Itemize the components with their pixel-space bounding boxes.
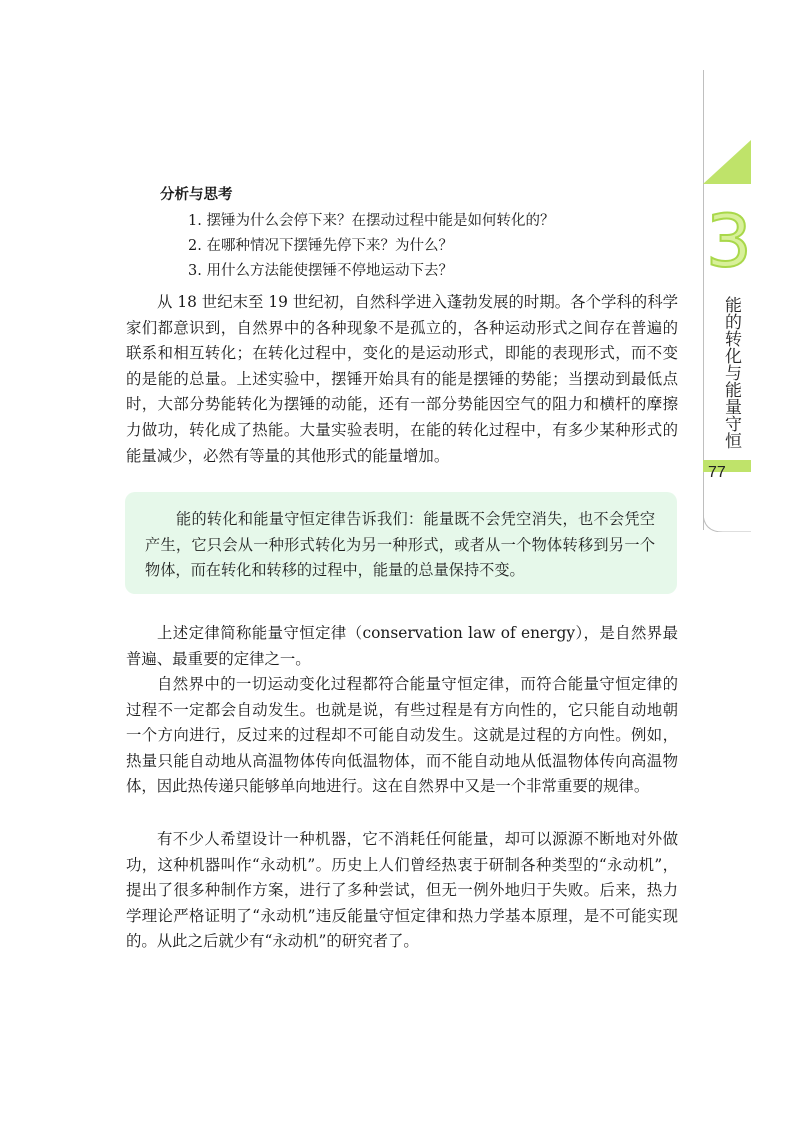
question-item: 2. 在哪种情况下摆锤先停下来？为什么？	[188, 238, 453, 254]
law-highlight-box	[125, 492, 677, 594]
question-item: 3. 用什么方法能使摆锤不停地运动下去？	[188, 263, 453, 279]
questions-list	[160, 209, 680, 284]
body-paragraph: 自然界中的一切运动变化过程都符合能量守恒定律，而符合能量守恒定律的过程不一定都会自动发生。也就是说，有些过程是有方向性的，它只能自动地朝一个方向进行，反过来的过程却不可能自动发生。这就是过程的方向性。例如，热量只能自动地从高温物体传向低温物体，而不能自动地从低温物体传向高温物体，因此热传递只能够单向地进行。这在自然界中又是一个非常重要的规律。	[126, 675, 678, 796]
margin-corner-decoration	[703, 486, 751, 532]
law-statement: 能的转化和能量守恒定律告诉我们：能量既不会凭空消失，也不会凭空产生，它只会从一种形式转化为另一种形式，或者从一个物体转移到另一个物体，而在转化和转移的过程中，能量的总量保持不变。	[145, 510, 655, 580]
analysis-questions	[160, 185, 680, 284]
body-paragraph: 上述定律简称能量守恒定律（conservation law of energy），是自然界最普遍、最重要的定律之一。	[126, 624, 678, 668]
body-paragraph: 从 18 世纪末至 19 世纪初，自然科学进入蓬勃发展的时期。各个学科的科学家们都意识到，自然界中的各种现象不是孤立的，各种运动形式之间存在普遍的联系和相互转化；在转化过程中，变化的是运动形式，即能的表现形式，而不变的是能的总量。上述实验中，摆锤开始具有的能是摆锤的势能；当摆动到最低点时，大部分势能转化为摆锤的动能，还有一部分势能因空气的阻力和横杆的摩擦力做功，转化成了热能。大量实验表明，在能的转化过程中，有多少某种形式的能量减少，必然有等量的其他形式的能量增加。	[126, 293, 678, 465]
chapter-title: 能的转化与能量守恒	[721, 296, 741, 449]
questions-title: 分析与思考	[160, 187, 233, 203]
body-paragraph: 有不少人希望设计一种机器，它不消耗任何能量，却可以源源不断地对外做功，这种机器叫作“永动机”。历史上人们曾经热衷于研制各种类型的“永动机”，提出了很多种制作方案，进行了多种尝试，但无一例外地归于失败。后来，热力学理论严格证明了“永动机”违反能量守恒定律和热力学基本原理，是不可能实现的。从此之后就少有“永动机”的研究者了。	[126, 830, 678, 951]
chapter-number: 3	[706, 199, 752, 283]
chapter-tab-triangle	[703, 140, 751, 184]
question-item: 1. 摆锤为什么会停下来？在摆动过程中能是如何转化的？	[188, 213, 555, 229]
page-number: 77	[708, 464, 726, 481]
